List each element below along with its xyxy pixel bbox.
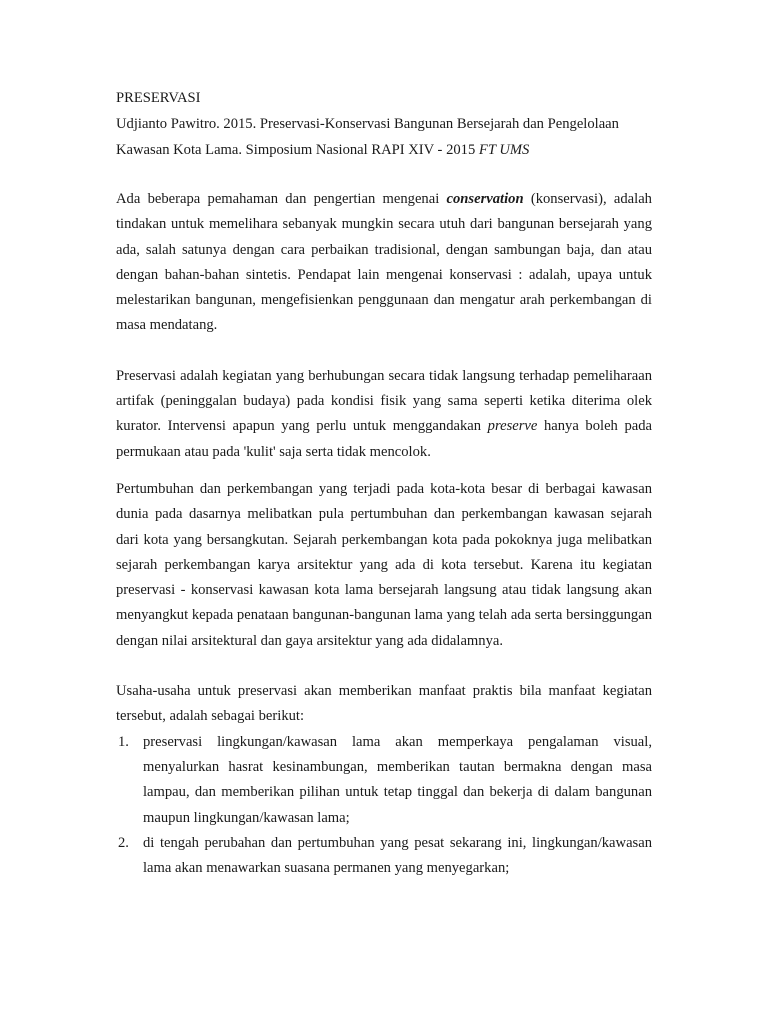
citation-line-2-text: Kawasan Kota Lama. Simposium Nasional RAPI XIV - 2015 <box>116 142 479 158</box>
paragraph-preservation <box>116 364 652 465</box>
paragraph-conservation-lead: Ada beberapa pemahaman dan pengertian mengenai <box>116 191 447 207</box>
list-item-number: 2. <box>118 834 129 851</box>
paragraph-growth: Pertumbuhan dan perkembangan yang terjadi pada kota-kota besar di berbagai kawasan dunia pada dasarnya melibatkan pula pertumbuhan dan perkembangan kawasan sejarah dari kota yang bersangkutan. Sejarah perkembangan kota pada pokoknya juga melibatkan sejarah perkembangan karya arsitektur yang ada di kota tersebut. Karena itu kegiatan preservasi - konservasi kawasan kota lama bersejarah langsung atau tidak langsung akan menyangkut kepada penataan bangunan-bangunan lama yang telah ada serta bersinggungan dengan nilai arsitektural dan gaya arsitektur yang ada didalamnya. <box>116 480 652 649</box>
citation-line-1: Udjianto Pawitro. 2015. Preservasi-Konservasi Bangunan Bersejarah dan Pengelolaan <box>116 116 619 132</box>
spacer <box>116 339 652 364</box>
term-conservation: conservation <box>446 191 524 207</box>
paragraph-preservation-lead: Preservasi adalah kegiatan yang berhubungan secara tidak langsung terhadap pemeliharaan artifak (peninggalan budaya) pada kondisi fisik yang sama seperti ketika diterima olek kurator. Intervensi apapun yang perlu untuk menggandakan <box>116 367 652 435</box>
citation-institution: FT UMS <box>478 142 530 158</box>
paragraph-benefits-intro: Usaha-usaha untuk preservasi akan memberikan manfaat praktis bila manfaat kegiatan tersebut, adalah sebagai berikut: <box>116 683 652 725</box>
benefits-list <box>116 730 652 882</box>
document-page <box>116 86 652 881</box>
paragraph-preservation-body: hanya boleh pada permukaan atau pada 'kulit' saja serta tidak mencolok. <box>116 418 652 460</box>
paragraph-conservation-body: (konservasi), adalah tindakan untuk memelihara sebanyak mungkin secara utuh dari bangunan bersejarah yang ada, salah satunya dengan cara perbaikan tradisional, dengan sambungan baja, dan atau dengan bahan-bahan sintetis. Pendapat lain mengenai konservasi : adalah, upaya untuk melestarikan bangunan, mengefisienkan penggunaan dan mengatur arah perkembangan di masa mendatang. <box>116 191 652 334</box>
spacer <box>116 465 652 477</box>
list-item-text: preservasi lingkungan/kawasan lama akan memperkaya pengalaman visual, menyalurkan hasrat kesinambungan, memberikan tautan bermakna dengan masa lampau, dan memberikan pilihan untuk tetap tinggal dan bekerja di dalam bangunan maupun lingkungan/kawasan lama; <box>143 733 652 826</box>
list-item-number: 1. <box>118 733 129 750</box>
term-preserve: preserve <box>487 418 538 435</box>
list-item-text: di tengah perubahan dan pertumbuhan yang pesat sekarang ini, lingkungan/kawasan lama akan menawarkan suasana permanen yang menyegarkan; <box>143 834 652 877</box>
list-item <box>116 831 652 882</box>
document-title: PRESERVASI <box>116 90 201 106</box>
list-item <box>116 730 652 831</box>
spacer <box>116 654 652 679</box>
spacer <box>116 163 652 187</box>
paragraph-conservation <box>116 187 652 339</box>
citation-line-2 <box>116 137 652 163</box>
